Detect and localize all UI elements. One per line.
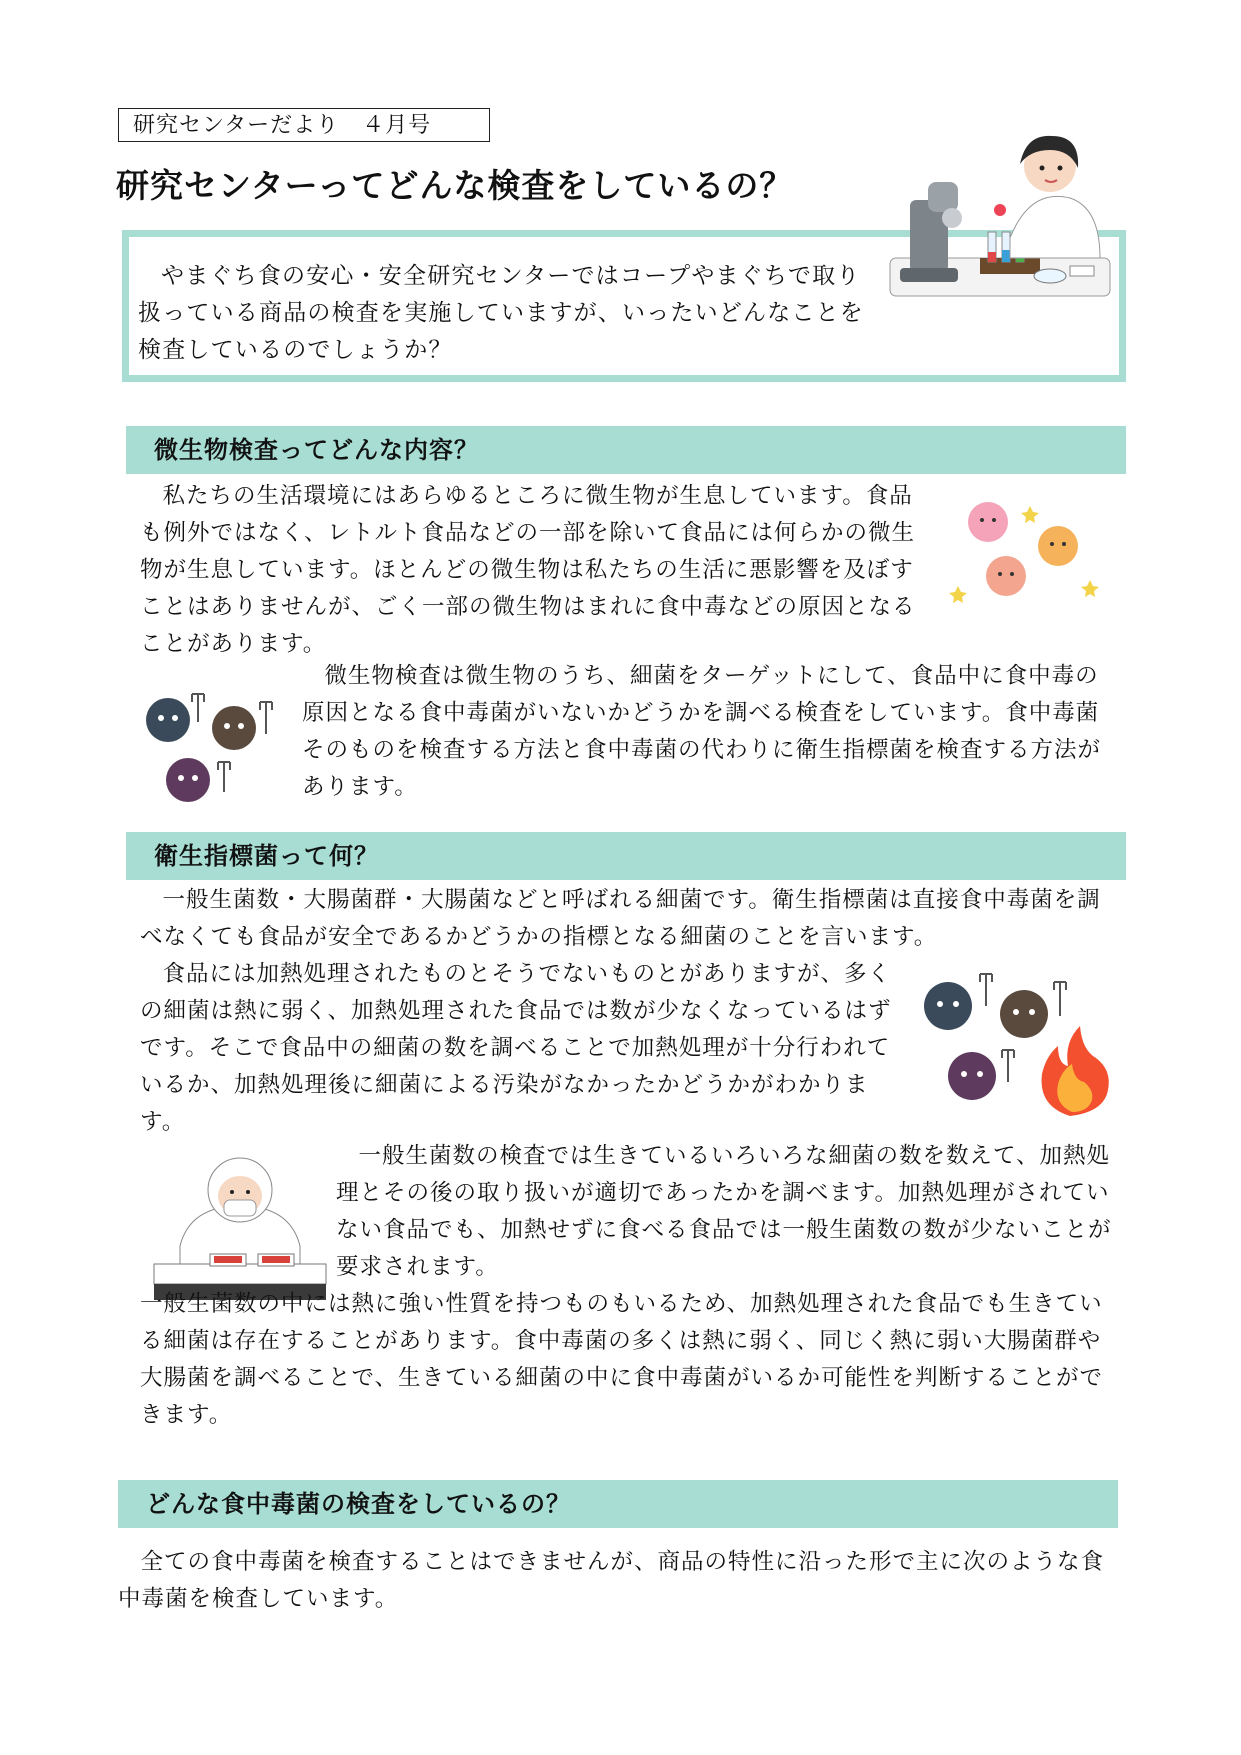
- intro-text: やまぐち食の安心・安全研究センターではコープやまぐちで取り扱っている商品の検査を実施していますが、いったいどんなことを検査しているのでしょうか？: [138, 263, 864, 363]
- section-heading-pathogen: どんな食中毒菌の検査をしているの？: [118, 1480, 1118, 1528]
- newsletter-tag: 研究センターだより ４月号: [118, 108, 490, 142]
- indicator-paragraph-4: 一般生菌数の中には熱に強い性質を持つものもいるため、加熱処理された食品でも生きている細菌は存在することがあります。食中毒菌の多くは熱に弱く、同じく熱に弱い大腸菌群や大腸菌を調べることで、生きている細菌の中に食中毒菌がいるか可能性を判断することができます。: [140, 1291, 1104, 1428]
- food-worker-illustration: [150, 1146, 330, 1306]
- section-heading-indicator: 衛生指標菌って何？: [126, 832, 1126, 880]
- germs-illustration: [138, 680, 288, 810]
- germs-with-fire-illustration: [912, 966, 1122, 1124]
- section-heading-microbe: 微生物検査ってどんな内容？: [126, 426, 1126, 474]
- microbe-paragraph-1: 私たちの生活環境にはあらゆるところに微生物が生息しています。食品も例外ではなく、レトルト食品などの一部を除いて食品には何らかの微生物が生息しています。ほとんどの微生物は私たちの生活に悪影響を及ぼすことはありませんが、ごく一部の微生物はまれに食中毒などの原因となることがあります。: [140, 483, 916, 657]
- indicator-paragraph-1: 一般生菌数・大腸菌群・大腸菌などと呼ばれる細菌です。衛生指標菌は直接食中毒菌を調べなくても食品が安全であるかどうかの指標となる細菌のことを言います。: [140, 887, 1101, 950]
- scientist-illustration: [880, 128, 1120, 308]
- page-title: 研究センターってどんな検査をしているの？: [116, 166, 794, 205]
- indicator-paragraph-2: 食品には加熱処理されたものとそうでないものとがありますが、多くの細菌は熱に弱く、加熱処理された食品では数が少なくなっているはずです。そこで食品中の細菌の数を調べることで加熱処理が十分行われているか、加熱処理後に細菌による汚染がなかったかどうかがわかります。: [140, 961, 892, 1135]
- indicator-paragraph-3: 一般生菌数の検査では生きているいろいろな細菌の数を数えて、加熱処理とその後の取り扱いが適切であったかを調べます。加熱処理がされていない食品でも、加熱せずに食べる食品では一般生菌数の数が少ないことが要求されます。: [336, 1143, 1112, 1280]
- microbe-paragraph-2: 微生物検査は微生物のうち、細菌をターゲットにして、食品中に食中毒の原因となる食中毒菌がいないかどうかを調べる検査をしています。食中毒菌そのものを検査する方法と食中毒菌の代わりに衛生指標菌を検査する方法があります。: [302, 663, 1102, 800]
- pathogen-paragraph-1: 全ての食中毒菌を検査することはできませんが、商品の特性に沿った形で主に次のような食中毒菌を検査しています。: [118, 1549, 1105, 1612]
- friendly-microbes-illustration: [950, 496, 1110, 604]
